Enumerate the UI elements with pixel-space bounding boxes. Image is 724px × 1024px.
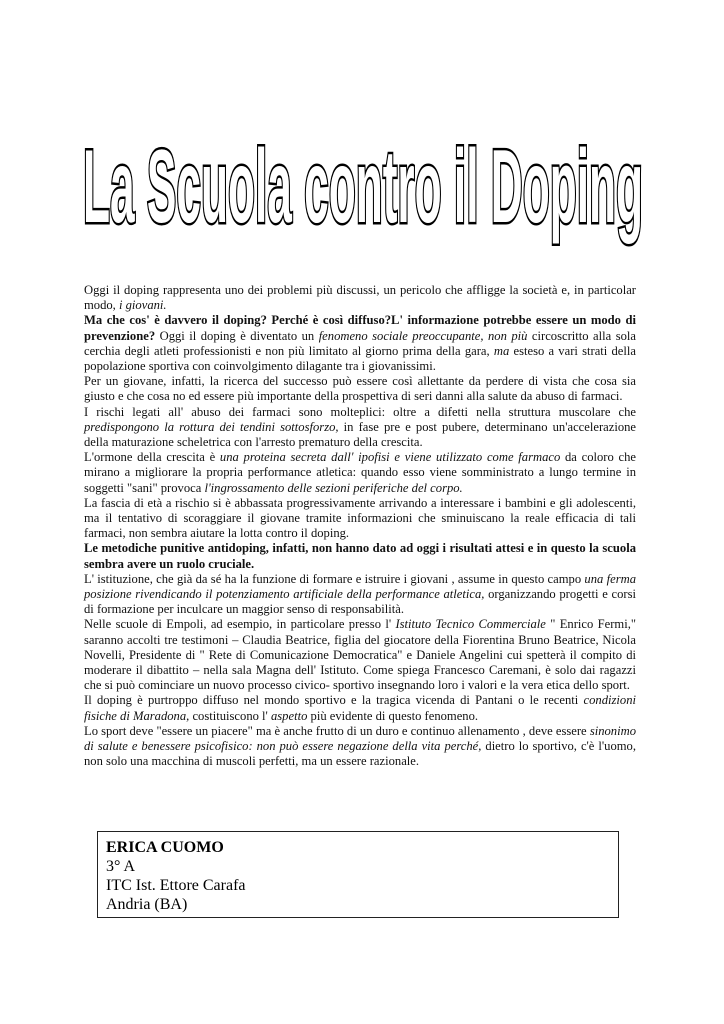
paragraph-6: La fascia di età a rischio si è abbassata progressivamente arrivando a interessare i bambini e gli adolescenti, ma il tentativo di scoraggiare il giovane tramite informazioni che sminuiscano la reale efficacia di tali farmaci, non sembra aiutare la lotta contro il doping.: [84, 495, 636, 541]
paragraph-4: I rischi legati all' abuso dei farmaci sono molteplici: oltre a difetti nella struttura muscolare che predispongono la rottura dei tendini sottosforzo, in fase pre e post pubere, determinano un'accelerazione della maturazione scheletrica con l'arresto prematuro della crescita.: [84, 404, 636, 450]
paragraph-7: Le metodiche punitive antidoping, infatti, non hanno dato ad oggi i risultati attesi e in questo la scuola sembra avere un ruolo cruciale.: [84, 541, 636, 571]
paragraph-8: L' istituzione, che già da sé ha la funzione di formare e istruire i giovani , assume in questo campo una ferma posizione rivendicando il potenziamento artificiale della performance atletica, organizzando progetti e corsi di formazione per inculcare un maggior senso di responsabilità.: [84, 571, 636, 617]
author-box: [97, 831, 619, 918]
author-class: 3° A: [106, 858, 136, 875]
paragraph-1: Oggi il doping rappresenta uno dei problemi più discussi, un pericolo che affligge la società e, in particolar modo, i giovani.: [84, 283, 636, 313]
title-text: La Scuola contro il Doping: [83, 129, 643, 245]
paragraph-5: L'ormone della crescita è una proteina secreta dall' ipofisi e viene utilizzato come farmaco da coloro che mirano a migliorare la propria performance atletica: quando esso viene somministrato a lungo termine in soggetti "sani" provoca l'ingrossamento delle sezioni periferiche del corpo.: [84, 450, 637, 495]
article-title: [78, 110, 648, 250]
paragraph-10: Il doping è purtroppo diffuso nel mondo sportivo e la tragica vicenda di Pantani o le recenti condizioni fisiche di Maradona, costituiscono l' aspetto più evidente di questo fenomeno.: [84, 693, 636, 723]
paragraph-2: Ma che cos' è davvero il doping? Perché è così diffuso?L' informazione potrebbe essere un modo di prevenzione? Oggi il doping è diventato un fenomeno sociale preoccupante, non più circoscritto alla sola cerchia degli atleti professionisti e non più limitato al giorno prima della gara, ma esteso a vari strati della popolazione sportiva con coinvolgimento dilagante tra i giovanissimi.: [84, 313, 636, 374]
article-body: [84, 283, 636, 770]
paragraph-9: Nelle scuole di Empoli, ad esempio, in particolare presso l' Istituto Tecnico Commerciale " Enrico Fermi," saranno accolti tre testimoni – Claudia Beatrice, figlia del giocatore della Fiorentina Bruno Beatrice, Nicola Novelli, Presidente di " Rete di Comunicazione Democratica" e Daniele Angelini cui spetterà il compito di moderare il dibattito – nella sala Magna dell' Istituto. Come spiega Francesco Caremani, è solo dai ragazzi che si può cominciare un nuovo processo civico- sportivo insegnando loro i valori e la vera etica dello sport.: [84, 617, 637, 693]
paragraph-11: Lo sport deve "essere un piacere" ma è anche frutto di un duro e continuo allenamento , deve essere sinonimo di salute e benessere psicofisico: non può essere negazione della vita perché, dietro lo sportivo, c'è l'uomo, non solo una macchina di muscoli perfetti, ma un essere razionale.: [84, 723, 636, 769]
title-graphic: [78, 110, 648, 250]
author-school: ITC Ist. Ettore Carafa: [106, 877, 246, 894]
author-name: ERICA CUOMO: [106, 839, 224, 856]
author-city: Andria (BA): [106, 896, 188, 913]
paragraph-3: Per un giovane, infatti, la ricerca del successo può essere così allettante da perdere di vista che cosa sia giusto e che cosa no ed essere più importante della prospettiva di seri danni alla salute da abuso di farmaci.: [84, 374, 636, 404]
